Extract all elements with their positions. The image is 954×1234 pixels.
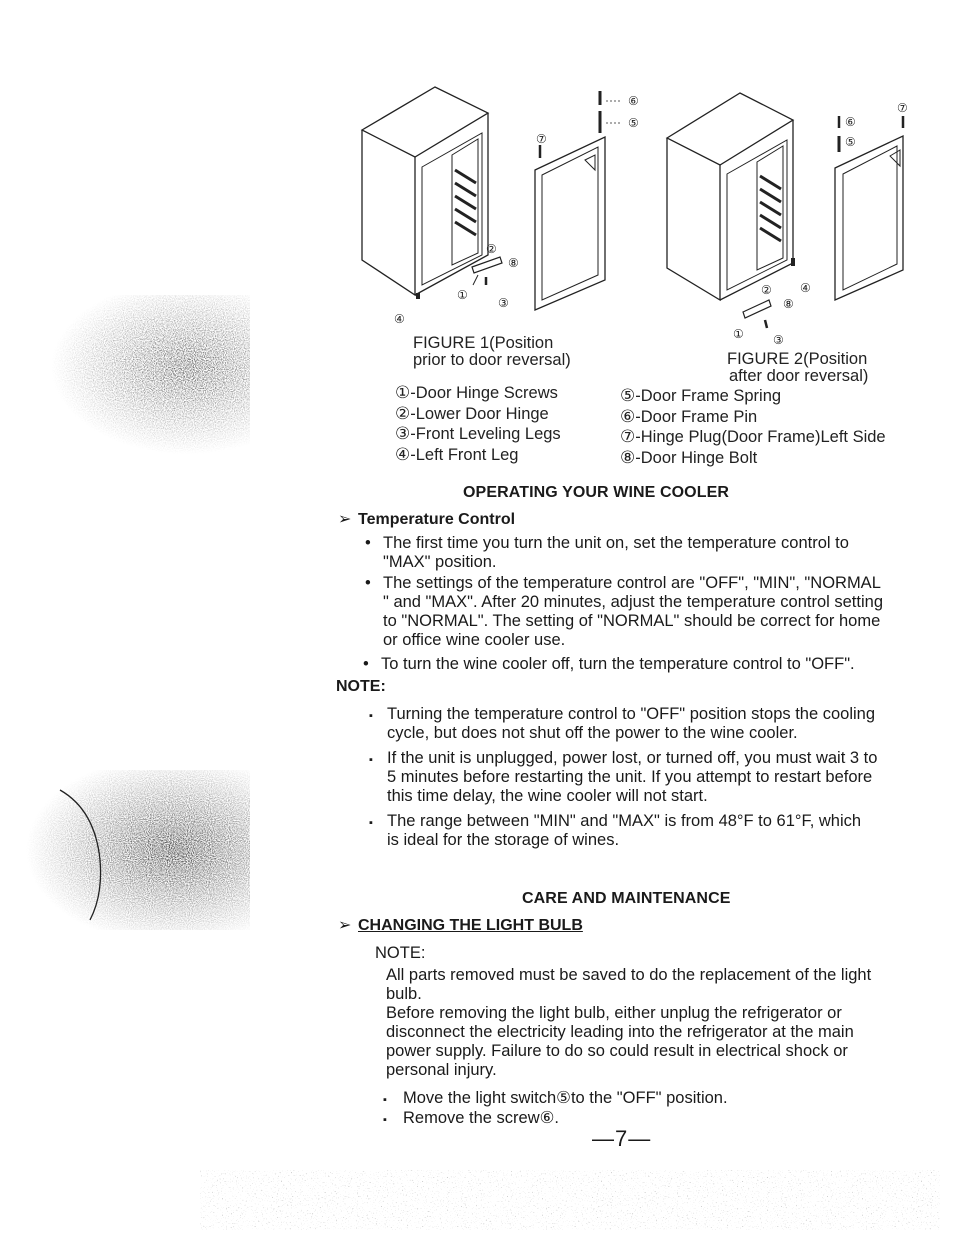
bullet-icon: • [365,574,371,592]
square-bullet-icon: ▪ [369,817,373,829]
figure-1-caption [413,335,571,369]
svg-text:④: ④ [800,281,811,295]
lower-door-hinge [472,257,502,273]
list-item: ▪ If the unit is unplugged, power lost, or turned off, you must wait 3 to 5 minutes before restarting the unit. If you attempt to restart before this time delay, the wine cooler will not start. [369,749,878,805]
list-item: ▪ Remove the screw⑥. [403,1109,559,1128]
parts-legend-left [395,383,561,465]
cabinet-top [362,87,488,157]
list-item: • The settings of the temperature control are "OFF", "MIN", "NORMAL " and "MAX". After 20 minutes, adjust the temperature control setting to "NORMAL". The setting of "NORMAL" should be correct for home or office wine cooler use. [365,574,883,649]
care-note-label: NOTE: [375,944,426,962]
callout-6: ⑥ [628,94,639,108]
legend-item: ①-Door Hinge Screws [395,383,558,402]
square-bullet-icon: ▪ [383,1094,387,1106]
note-heading: NOTE: [336,678,386,695]
list-item: ▪ Turning the temperature control to "OFF" position stops the cooling cycle, but does not shut off the power to the wine cooler. [369,705,876,742]
bullet-icon: • [363,655,369,673]
care-paragraph-1: All parts removed must be saved to do the replacement of the light bulb. [386,966,872,1003]
svg-text:⑧: ⑧ [783,297,794,311]
callout-2: ② [486,242,497,256]
figure-2-caption [727,351,868,385]
callout-7: ⑦ [536,132,547,146]
page-number: —7— [592,1126,652,1151]
square-bullet-icon: ▪ [383,1114,387,1126]
subheading-temperature-control: ➢ Temperature Control [338,511,516,528]
figure-1-caption-line1: FIGURE 1(Position [413,334,554,352]
legend-item: ③-Front Leveling Legs [395,424,561,443]
callout-5: ⑤ [628,116,639,130]
legend-item: ⑤-Door Frame Spring [620,386,782,405]
svg-text:⑦: ⑦ [897,101,908,115]
legend-item: ⑧-Door Hinge Bolt [620,447,758,467]
figure-1-caption-line2: prior to door reversal) [413,351,571,369]
callout-4: ④ [394,312,405,326]
svg-text:③: ③ [773,333,784,347]
scan-noise-upper [0,295,250,455]
svg-text:⑤: ⑤ [845,135,856,149]
list-item: ▪ The range between "MIN" and "MAX" is from 48°F to 61°F, which is ideal for the storage of wines. [369,812,862,849]
scan-noise-lower [0,770,250,930]
figure-2-diagram [665,88,925,348]
square-bullet-icon: ▪ [369,754,373,766]
svg-text:①: ① [733,327,744,341]
square-bullet-icon: ▪ [369,710,373,722]
list-item: • To turn the wine cooler off, turn the temperature control to "OFF". [363,655,855,673]
figure-1-diagram [360,85,650,335]
legend-item: ⑦-Hinge Plug(Door Frame)Left Side [620,427,886,446]
legend-item: ②-Lower Door Hinge [395,403,549,423]
callout-3: ③ [498,296,509,310]
callout-1: ① [457,288,468,302]
arrow-bullet-icon: ➢ [338,917,352,934]
care-paragraph-2: Before removing the light bulb, either unplug the refrigerator or disconnect the electricity leading into the refrigerator at the main power supply. Failure to do so could result in electrical shock or personal injury. [386,1004,854,1079]
subheading-changing-light-bulb: ➢ CHANGING THE LIGHT BULB [338,917,583,934]
figure-2-caption-line1: FIGURE 2(Position [727,350,868,368]
legend-item: ⑥-Door Frame Pin [620,406,758,426]
list-item: ▪ Move the light switch⑤to the "OFF" position. [403,1089,728,1108]
list-item: • The first time you turn the unit on, set the temperature control to "MAX" position. [365,534,849,571]
scan-noise-bottom [200,1170,940,1230]
arrow-bullet-icon: ➢ [338,511,352,528]
section-heading-operating: OPERATING YOUR WINE COOLER [463,484,730,501]
section-heading-care: CARE AND MAINTENANCE [522,890,731,907]
svg-text:⑥: ⑥ [845,115,856,129]
cabinet-left-side [362,130,415,295]
svg-text:②: ② [761,283,772,297]
bullet-icon: • [365,534,371,552]
callout-8: ⑧ [508,256,519,270]
legend-item: ④-Left Front Leg [395,444,519,464]
parts-legend-right [620,386,886,468]
figure-2-caption-line2: after door reversal) [729,367,869,385]
